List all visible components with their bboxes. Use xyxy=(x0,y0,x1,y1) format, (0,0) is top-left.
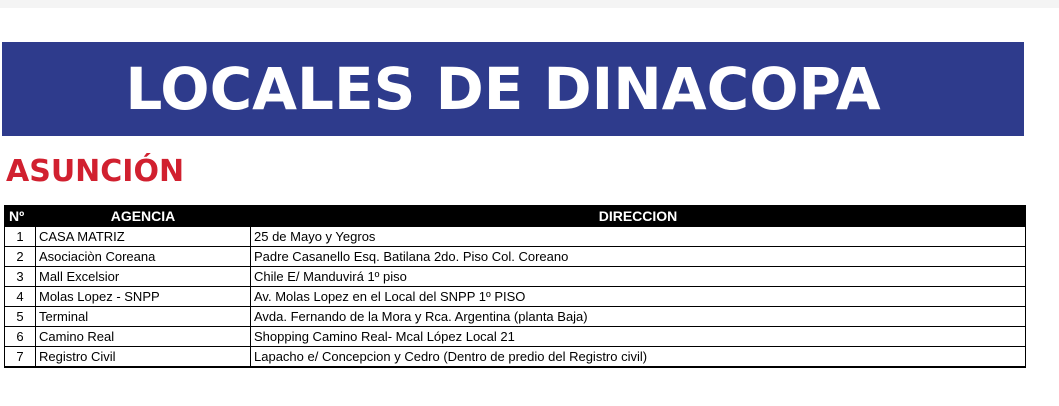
row-address: Padre Casanello Esq. Batilana 2do. Piso Col. Coreano xyxy=(251,247,1026,267)
table-row xyxy=(5,247,1026,267)
row-number: 3 xyxy=(5,267,36,287)
table-row xyxy=(5,267,1026,287)
row-number: 7 xyxy=(5,347,36,368)
row-address: Av. Molas Lopez en el Local del SNPP 1º PISO xyxy=(251,287,1026,307)
row-agency: Camino Real xyxy=(36,327,251,347)
section-heading-city: ASUNCIÓN xyxy=(6,154,185,189)
table-row xyxy=(5,347,1026,368)
table-row xyxy=(5,307,1026,327)
row-number: 4 xyxy=(5,287,36,307)
row-address: Chile E/ Manduvirá 1º piso xyxy=(251,267,1026,287)
row-agency: Registro Civil xyxy=(36,347,251,368)
row-address: Lapacho e/ Concepcion y Cedro (Dentro de predio del Registro civil) xyxy=(251,347,1026,368)
row-address: 25 de Mayo y Yegros xyxy=(251,227,1026,247)
table-row xyxy=(5,227,1026,247)
row-agency: CASA MATRIZ xyxy=(36,227,251,247)
row-address: Avda. Fernando de la Mora y Rca. Argentina (planta Baja) xyxy=(251,307,1026,327)
header-number: Nº xyxy=(5,206,36,227)
row-agency: Asociaciòn Coreana xyxy=(36,247,251,267)
row-agency: Molas Lopez - SNPP xyxy=(36,287,251,307)
row-number: 6 xyxy=(5,327,36,347)
table-header-row xyxy=(5,206,1026,227)
row-agency: Terminal xyxy=(36,307,251,327)
page-title: LOCALES DE DINACOPA xyxy=(125,55,881,123)
header-agency: AGENCIA xyxy=(36,206,251,227)
row-agency: Mall Excelsior xyxy=(36,267,251,287)
agencies-table xyxy=(4,205,1026,368)
header-address: DIRECCION xyxy=(251,206,1026,227)
row-number: 1 xyxy=(5,227,36,247)
table-row xyxy=(5,287,1026,307)
top-strip xyxy=(0,0,1059,8)
row-address: Shopping Camino Real- Mcal López Local 21 xyxy=(251,327,1026,347)
row-number: 2 xyxy=(5,247,36,267)
row-number: 5 xyxy=(5,307,36,327)
title-banner xyxy=(2,42,1024,136)
table-row xyxy=(5,327,1026,347)
